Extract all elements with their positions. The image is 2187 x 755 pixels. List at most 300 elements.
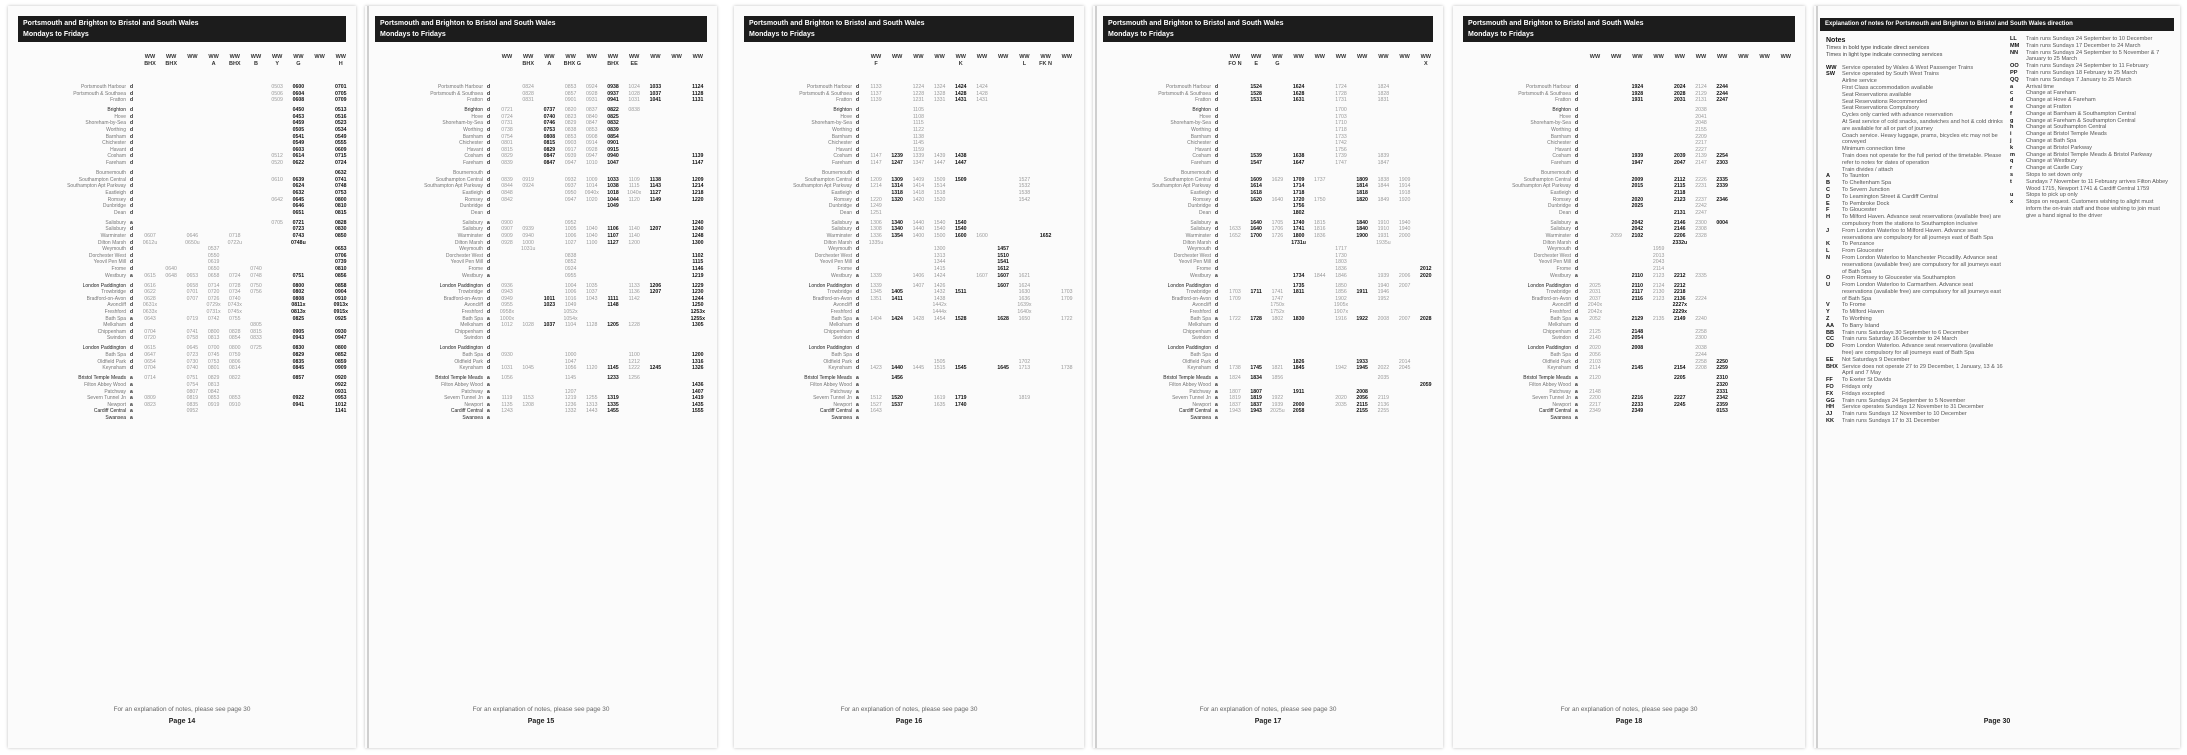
header-title: Portsmouth and Brighton to Bristol and South Wales	[23, 20, 199, 27]
arr-dep-marker: a	[856, 375, 859, 382]
arr-dep-marker: d	[487, 239, 491, 246]
time-cell: 2013	[1652, 252, 1665, 259]
table-row	[1103, 97, 1439, 104]
table-row	[18, 382, 354, 389]
time-cell: 1145	[912, 140, 924, 147]
arr-dep-marker: d	[1215, 302, 1219, 309]
time-cell: 0928	[586, 146, 598, 153]
table-row	[1103, 246, 1439, 253]
time-cell: 0833	[250, 335, 262, 342]
time-cell: 0753	[335, 189, 347, 196]
station-name: Bournemouth	[452, 170, 483, 177]
time-cell: 1153	[522, 395, 534, 402]
note-text: From London Waterloo to Manchester Piccadilly. Advance seat reservations (available free) are compulsory for all journeys east of Bath Spa	[1842, 254, 2001, 275]
note-item	[1826, 391, 2004, 398]
note-text: Train runs Sundays 24 September to 5 November	[1842, 397, 1966, 404]
time-cell: 0720	[144, 335, 156, 342]
arr-dep-marker: d	[1215, 322, 1219, 329]
station-name: Westbury	[104, 272, 126, 279]
notes-right-column	[2010, 36, 2170, 220]
column-code: WW	[671, 54, 682, 60]
table-row	[18, 127, 354, 134]
time-cell: 1438	[955, 153, 967, 160]
time-cell: 1133	[870, 84, 882, 90]
time-cell: 0746	[543, 120, 556, 127]
time-cell: 1826	[1292, 358, 1305, 365]
operator-codes-row	[18, 54, 354, 80]
time-cell: 1319	[607, 395, 619, 402]
time-cell: 1000x	[499, 315, 515, 322]
time-cell: 0513	[335, 107, 347, 114]
station-name: Bournemouth	[1180, 170, 1211, 177]
table-row	[375, 233, 711, 240]
time-cell: 0622	[292, 160, 305, 167]
station-name: Cardiff Central	[819, 408, 852, 415]
table-row	[744, 402, 1080, 409]
time-cell: 1049	[564, 302, 577, 309]
time-cell: 0941	[607, 97, 619, 104]
time-cell: 0823	[564, 113, 577, 120]
time-cell: 2124	[1652, 282, 1665, 289]
time-cell: 1747	[1335, 160, 1347, 167]
time-cell: 1922	[1356, 315, 1368, 322]
arr-dep-marker: d	[1575, 322, 1579, 329]
time-cell: 2008	[1377, 315, 1390, 322]
table-row	[375, 359, 711, 366]
time-cell: 0650u	[185, 239, 200, 246]
time-cell: 1528	[1250, 90, 1262, 97]
note-item	[1826, 207, 2004, 214]
table-row	[18, 309, 354, 316]
time-cell: 2129	[1631, 315, 1644, 322]
arr-dep-marker: d	[856, 232, 860, 239]
time-cell: 1119	[501, 395, 513, 402]
table-row	[744, 375, 1080, 382]
arr-dep-marker: d	[1215, 226, 1219, 233]
time-cell: 1640	[1250, 226, 1262, 233]
time-cell: 2145	[1631, 365, 1644, 372]
time-cell: 0800	[292, 282, 305, 289]
table-row	[1103, 345, 1439, 352]
time-cell: 1620	[1250, 196, 1262, 203]
time-cell: 0828	[229, 328, 241, 335]
arr-dep-marker: a	[487, 375, 490, 382]
column-code: WW	[1399, 54, 1410, 60]
table-row	[744, 266, 1080, 273]
station-name: Dunbridge	[1187, 203, 1211, 210]
note-item	[1826, 343, 2004, 357]
table-row	[1103, 240, 1439, 247]
station-name: Portsmouth Harbour	[437, 84, 483, 90]
time-cell: 1547	[1250, 160, 1262, 167]
time-cell: 1802	[1271, 315, 1284, 322]
note-item	[1826, 404, 2004, 411]
station-name: Bradford-on-Avon	[812, 295, 852, 302]
note-key: Z	[1826, 316, 1830, 323]
time-cell: 2025	[1589, 282, 1601, 289]
time-cell: 0509	[271, 97, 283, 104]
note-key: j	[2010, 137, 2012, 144]
timetable	[375, 48, 711, 698]
time-cell: 1316	[692, 358, 704, 365]
time-cell: 2024	[1674, 84, 1686, 90]
table-row	[375, 134, 711, 141]
note-text: Train runs Sundays 18 February to 25 March	[2026, 69, 2138, 76]
note-item	[1826, 201, 2004, 208]
table-row	[1103, 316, 1439, 323]
note-text: Seat Reservations Recommended	[1842, 98, 1928, 105]
note-text: Service operated by South West Trains	[1842, 71, 1939, 78]
column-code: WW	[1653, 54, 1664, 60]
table-row	[1103, 322, 1439, 329]
station-name: Oldfield Park	[1182, 358, 1211, 365]
time-cell: 0939	[522, 226, 534, 233]
time-cell: 1540	[955, 219, 967, 226]
time-cell: 0754	[186, 381, 199, 388]
time-cell: 2259	[1716, 365, 1728, 372]
table-row	[744, 127, 1080, 134]
time-cell: 2155	[1695, 127, 1707, 134]
time-cell: 1024	[628, 84, 640, 90]
time-cell: 0721	[292, 219, 305, 226]
time-cell: 2146	[1674, 219, 1686, 226]
station-name: Keynsham	[1547, 365, 1571, 372]
time-cell: 1728	[1335, 90, 1347, 97]
time-cell: 1344	[933, 259, 946, 266]
station-name: Cosham	[833, 153, 852, 160]
note-item	[1826, 418, 2004, 425]
table-row	[1463, 253, 1799, 260]
time-cell: 2218	[1674, 289, 1686, 296]
time-cell: 1815	[1314, 219, 1326, 226]
station-name: Hove	[1559, 113, 1571, 120]
station-name: Patchway	[104, 388, 126, 395]
note-key: u	[2010, 192, 2014, 199]
time-cell: 2349	[1589, 408, 1601, 415]
table-row	[744, 134, 1080, 141]
note-key: f	[2010, 110, 2012, 117]
arr-dep-marker: d	[130, 239, 134, 246]
station-name: Dean	[471, 209, 483, 216]
arr-dep-marker: d	[130, 90, 134, 97]
station-name: Romsey	[1192, 196, 1211, 203]
column-code: WW Y	[271, 54, 283, 67]
time-cell: 1717	[1335, 246, 1347, 253]
time-cell: 1340	[891, 219, 903, 226]
column-code: WW BHX	[165, 54, 177, 67]
time-cell: 1728	[1250, 315, 1262, 322]
note-item	[2010, 118, 2170, 125]
arr-dep-marker: d	[1215, 209, 1219, 216]
table-row	[1463, 309, 1799, 316]
time-cell: 2349	[1631, 408, 1644, 415]
time-cell: 1531	[1250, 97, 1262, 104]
arr-dep-marker: d	[487, 365, 491, 372]
time-cell: 0506	[271, 90, 283, 97]
time-cell: 0842	[501, 196, 513, 203]
arr-dep-marker: d	[487, 97, 491, 104]
table-row	[1463, 97, 1799, 104]
table-row	[375, 408, 711, 415]
note-key: FO	[1826, 384, 1834, 391]
time-cell: 1020	[586, 196, 598, 203]
table-row	[744, 114, 1080, 121]
arr-dep-marker: d	[1575, 170, 1579, 177]
time-cell: 1120	[628, 196, 640, 203]
arr-dep-marker: a	[856, 388, 859, 395]
time-cell: 2020	[1631, 196, 1644, 203]
table-row	[18, 203, 354, 210]
note-text: To Cheltenham Spa	[1842, 180, 1892, 187]
column-code: WW	[1356, 54, 1368, 60]
time-cell: 1335	[607, 401, 619, 408]
table-row	[1463, 395, 1799, 402]
time-cell: 0936	[501, 282, 513, 289]
time-cell: 0915	[607, 146, 619, 153]
time-cell: 1347	[912, 160, 925, 167]
time-cell: 1428	[912, 315, 925, 322]
table-row	[18, 134, 354, 141]
table-row	[375, 127, 711, 134]
time-cell: 0901	[564, 97, 577, 104]
time-cell: 2147	[1695, 160, 1707, 167]
time-cell: 1106	[607, 226, 619, 233]
note-item	[1826, 65, 2004, 72]
station-name: Chippenham	[1182, 328, 1211, 335]
note-text: Train runs Sundays 24 September to 11 February	[2026, 63, 2149, 70]
table-row	[1463, 84, 1799, 91]
time-cell: 1633	[1229, 226, 1241, 233]
time-cell: 1700	[1335, 107, 1347, 114]
time-cell: 1255	[586, 395, 598, 402]
note-text: At Seat service of cold snacks, sandwiches and hot & cold drinks are available for all or part of journey	[1842, 118, 2003, 132]
time-cell: 1140	[628, 232, 640, 239]
table-row	[1463, 259, 1799, 266]
arr-dep-marker: d	[856, 282, 860, 289]
time-cell: 1621	[1018, 272, 1031, 279]
time-cell: 1840	[1356, 226, 1368, 233]
time-cell: 1010	[586, 160, 598, 167]
column-code: WW	[1632, 54, 1643, 60]
station-name: Southampton Apt Parkway	[67, 183, 126, 190]
time-cell: 0512	[271, 153, 283, 160]
column-code: WW	[1716, 54, 1728, 60]
arr-dep-marker: d	[487, 113, 491, 120]
time-cell: 0854	[607, 133, 619, 140]
table-row	[1103, 309, 1439, 316]
table-row	[1103, 283, 1439, 290]
column-code: WW	[1759, 54, 1770, 60]
time-cell: 2300	[1695, 335, 1707, 342]
time-cell: 1340	[891, 226, 903, 233]
time-cell: 1440	[912, 219, 925, 226]
time-cell: 0810	[335, 203, 347, 210]
arr-dep-marker: a	[1215, 401, 1218, 408]
time-cell: 0801	[501, 140, 513, 147]
station-name: Cosham	[107, 153, 126, 160]
time-cell: 1142	[628, 295, 640, 302]
note-text: Change at Barnham & Southampton Central	[2026, 110, 2136, 117]
time-cell: 1527	[1018, 176, 1031, 183]
time-cell: 0754	[501, 133, 513, 140]
time-cell: 1031u	[520, 246, 536, 253]
arr-dep-marker: d	[130, 196, 134, 203]
arr-dep-marker: d	[856, 153, 860, 160]
note-key: DD	[1826, 343, 1835, 350]
time-cell: 0608	[292, 97, 305, 104]
station-name: Dorchester West	[1533, 252, 1571, 259]
table-row	[375, 253, 711, 260]
time-cell: 1856	[1335, 289, 1347, 296]
time-cell: 0654	[144, 358, 156, 365]
time-cell: 2042x	[1587, 309, 1603, 315]
time-cell: 1640x	[1017, 309, 1032, 315]
arr-dep-marker: d	[130, 97, 134, 104]
time-cell: 0704	[144, 365, 156, 372]
time-cell: 1635	[933, 401, 946, 408]
time-cell: 0919	[522, 176, 534, 183]
time-cell: 1545	[955, 365, 967, 372]
page-15	[365, 6, 717, 748]
note-text: Change at Westbury	[2026, 158, 2077, 165]
column-code: WW H	[335, 54, 346, 67]
note-text: To Frome	[1842, 302, 1866, 309]
station-name: Dean	[1199, 209, 1211, 216]
table-row	[18, 190, 354, 197]
arr-dep-marker: d	[487, 176, 491, 183]
time-cell: 0847	[586, 120, 598, 127]
arr-dep-marker: d	[856, 302, 860, 309]
time-cell: 0909	[501, 232, 513, 239]
note-text: Service operates Sundays 12 November to 31 December	[1842, 404, 1984, 411]
time-cell: 0930	[335, 328, 347, 335]
arr-dep-marker: a	[487, 408, 490, 415]
note-item	[1826, 92, 2004, 99]
time-cell: 0835	[186, 401, 199, 408]
note-key: HH	[1826, 404, 1835, 411]
station-name: Bath Spa	[831, 315, 852, 322]
time-cell: 0740	[229, 295, 241, 302]
note-key: E	[1826, 200, 1830, 207]
time-cell: 0813	[207, 381, 220, 388]
time-cell: 2216	[1631, 395, 1644, 402]
time-cell: 1803	[1335, 259, 1347, 266]
station-name: Fareham	[462, 160, 483, 167]
time-cell: 1738	[1061, 365, 1073, 372]
station-name: Filton Abbey Wood	[810, 381, 852, 388]
time-cell: 1420	[912, 196, 925, 203]
station-name: Avoncliff	[833, 302, 852, 309]
station-name: Bath Spa	[1190, 315, 1211, 322]
time-cell: 0642	[271, 196, 283, 203]
station-name: Weymouth	[1547, 246, 1571, 253]
time-cell: 0453	[292, 113, 305, 120]
station-name: Chichester	[459, 140, 483, 147]
arr-dep-marker: d	[1215, 170, 1219, 177]
time-cell: 1900	[1356, 232, 1368, 239]
time-cell: 2020	[1589, 345, 1601, 352]
time-cell: 0622	[144, 289, 156, 296]
station-name: Bristol Temple Meads	[78, 375, 126, 382]
station-name: Trowbridge	[1186, 289, 1211, 296]
table-row	[18, 153, 354, 160]
time-cell: 1709	[1061, 295, 1073, 302]
time-cell: 0931	[586, 97, 598, 104]
table-row	[375, 309, 711, 316]
arr-dep-marker: a	[856, 381, 859, 388]
time-cell: 1505	[933, 358, 946, 365]
arr-dep-marker: d	[130, 252, 134, 259]
table-row	[375, 160, 711, 167]
station-name: Southampton Central	[78, 176, 126, 183]
time-cell: 2038	[1695, 345, 1707, 352]
arr-dep-marker: d	[1215, 203, 1219, 210]
station-name: Chichester	[1187, 140, 1211, 147]
time-cell: 1540	[933, 219, 946, 226]
time-cell: 0615	[144, 345, 156, 352]
time-cell: 1830	[1292, 315, 1305, 322]
time-cell: 1650	[1018, 315, 1031, 322]
table-row	[1103, 153, 1439, 160]
table-row	[18, 84, 354, 91]
time-cell: 2042	[1631, 219, 1644, 226]
station-name: Shoreham-by-Sea	[442, 120, 483, 127]
station-name: Melksham	[460, 322, 483, 329]
table-row	[1103, 226, 1439, 233]
table-row	[375, 170, 711, 177]
time-cell: 0700	[207, 345, 220, 352]
time-cell: 2039	[1674, 153, 1686, 160]
arr-dep-marker: d	[856, 146, 860, 153]
arr-dep-marker: d	[130, 289, 134, 296]
time-cell: 2300	[1695, 219, 1707, 226]
note-item	[1826, 153, 2004, 167]
table-row	[375, 266, 711, 273]
time-cell: 1436	[692, 381, 704, 388]
note-key: Y	[1826, 309, 1830, 316]
column-code: WW	[913, 54, 924, 60]
time-cell: 1108	[912, 113, 924, 120]
time-cell: 1752x	[1270, 309, 1285, 315]
arr-dep-marker: d	[856, 140, 860, 147]
table-row	[1103, 266, 1439, 273]
time-cell: 1652	[1039, 232, 1052, 239]
time-cell: 1214	[870, 183, 882, 190]
column-code: WW G	[293, 54, 304, 67]
station-name: Eastleigh	[1550, 189, 1571, 196]
time-cell: 0924	[564, 265, 577, 272]
arr-dep-marker: a	[1575, 414, 1578, 421]
time-cell: 0837	[586, 107, 598, 114]
time-cell: 0810	[335, 265, 347, 272]
arr-dep-marker: d	[1215, 107, 1219, 114]
table-row	[1103, 114, 1439, 121]
arr-dep-marker: a	[856, 315, 859, 322]
arr-dep-marker: d	[1575, 107, 1579, 114]
time-cell: 1740	[955, 401, 967, 408]
station-name: Barnham	[105, 133, 126, 140]
arr-dep-marker: a	[1215, 381, 1218, 388]
time-cell: 1738	[1229, 365, 1241, 372]
time-cell: 1305	[692, 322, 704, 329]
page-14	[8, 6, 356, 748]
time-cell: 2308	[1695, 226, 1707, 233]
time-cell: 0940	[607, 153, 619, 160]
page-number: Page 14	[168, 718, 196, 725]
arr-dep-marker: d	[1575, 120, 1579, 127]
time-cell: 1705	[1271, 219, 1284, 226]
time-cell: 1647	[1292, 160, 1305, 167]
